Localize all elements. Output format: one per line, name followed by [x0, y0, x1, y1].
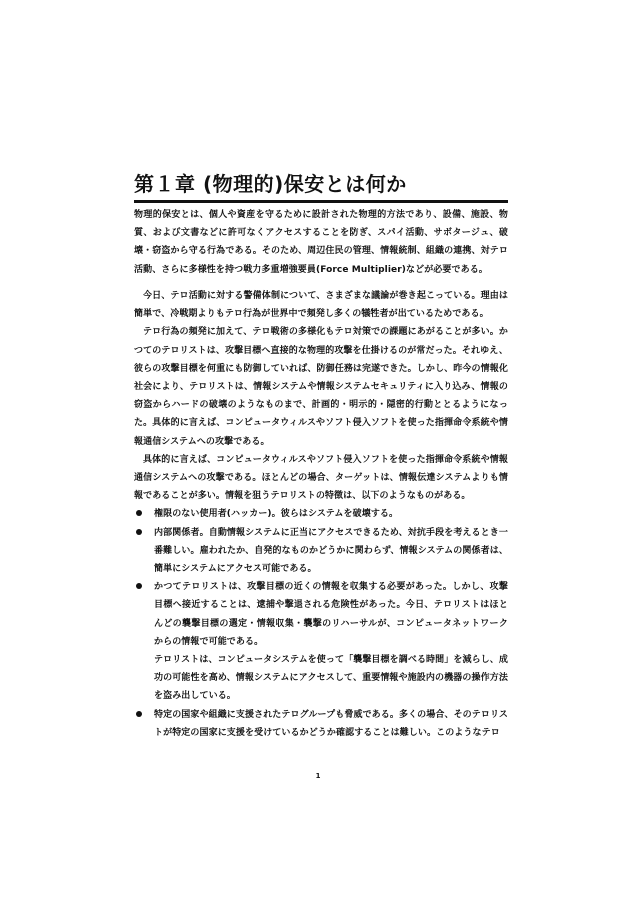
- intro-paragraph: [134, 206, 508, 279]
- paragraph-3: 具体的に言えば、コンピュータウィルスやソフト侵入ソフトを使った指揮命令系統や情報通信システムへの攻撃である。ほとんどの場合、ターゲットは、情報伝達システムよりも情報であることが多い。情報を狙うテロリストの特徴は、以下のようなものがある。: [134, 454, 508, 502]
- list-item: [134, 706, 508, 742]
- paragraph-2: テロ行為の頻発に加えて、テロ戦術の多様化もテロ対策での課題にあがることが多い。かつてのテロリストは、攻撃目標へ直接的な物理的攻撃を仕掛けるのが常だった。それゆえ、彼らの攻撃目標を何重にも防御していれば、防御任務は完遂できた。しかし、昨今の情報化社会により、テロリストは、情報システムや情報システムセキュリティに入り込み、情報の窃盗からハードの破壊のようなものまで、計画的・明示的・隠密的行動ととるようになった。具体的に言えば、コンピュータウィルスやソフト侵入ソフトを使った指揮命令系統や情報通信システムへの攻撃である。: [134, 327, 508, 447]
- threat-list: [134, 505, 508, 742]
- chapter-title: 第１章 (物理的)保安とは何か: [134, 172, 407, 196]
- list-item-text: 内部関係者。自動情報システムに正当にアクセスできるため、対抗手段を考えるとき一番難しい。雇われたか、自発的なものかどうかに関わらず、情報システムの関係者は、簡単にシステムにアクセス可能である。: [154, 527, 508, 575]
- title-underline: [134, 200, 508, 203]
- list-item: [134, 578, 508, 705]
- main-body: [134, 287, 508, 742]
- bullet-icon: [136, 529, 142, 535]
- list-item-text: かつてテロリストは、攻撃目標の近くの情報を収集する必要があった。しかし、攻撃目標へ接近することは、逮捕や撃退される危険性があった。今日、テロリストはほとんどの襲撃目標の選定・情報収集・襲撃のリハーサルが、コンピュータネットワークからの情報で可能である。: [154, 582, 508, 647]
- bullet-icon: [136, 583, 142, 589]
- paragraph-1: 今日、テロ活動に対する警備体制について、さまざまな議論が巻き起こっている。理由は簡単で、冷戦期よりもテロ行為が世界中で頻発し多くの犠牲者が出ているためである。: [134, 291, 508, 320]
- list-item-text: 特定の国家や組織に支援されたテログループも脅威である。多くの場合、そのテロリストが特定の国家に支援を受けているかどうか確認することは難しい。このようなテロ: [154, 709, 509, 738]
- list-item: [134, 524, 508, 579]
- intro-text: 物理的保安とは、個人や資産を守るために設計された物理的方法であり、設備、施設、物質、および文書などに許可なくアクセスすることを防ぎ、スパイ活動、サボタージュ、破壊・窃盗から守る行為である。そのため、周辺住民の管理、情報統制、組織の連携、対テロ活動、さらに多様性を持つ戦力多重増強要員(Force Multiplier)などが必要である。: [134, 210, 508, 275]
- list-item-subtext: テロリストは、コンピュータシステムを使って「襲撃目標を調べる時間」を減らし、成功の可能性を高め、情報システムにアクセスして、重要情報や施設内の機器の操作方法を盗み出している。: [154, 655, 508, 702]
- list-item: [134, 505, 508, 523]
- page-number: 1: [315, 772, 321, 780]
- list-item-text: 権限のない使用者(ハッカー)。彼らはシステムを破壊する。: [154, 509, 399, 520]
- bullet-icon: [136, 711, 142, 717]
- bullet-icon: [136, 510, 142, 516]
